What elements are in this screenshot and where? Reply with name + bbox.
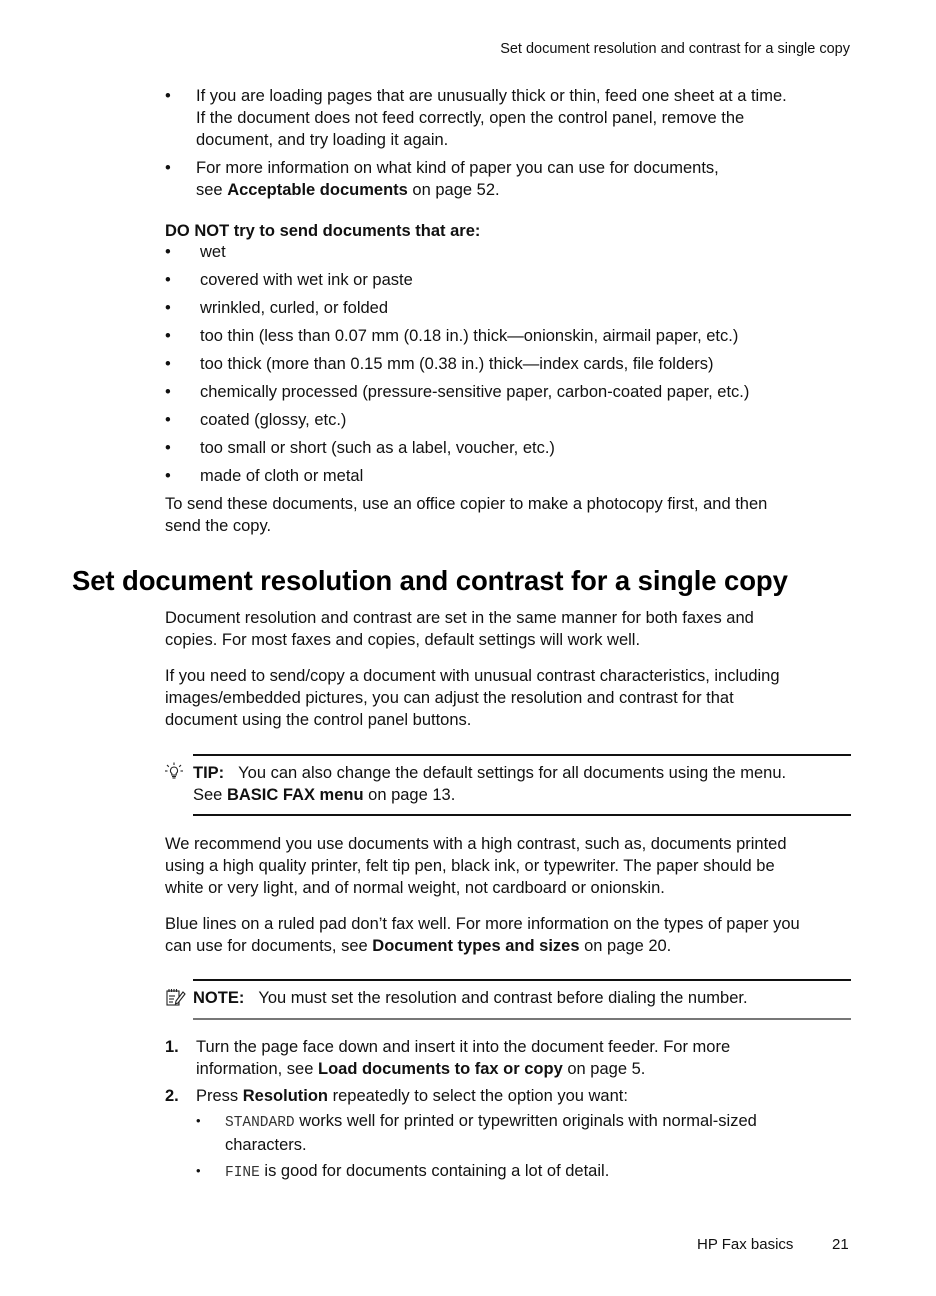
step-number: 2.: [165, 1087, 179, 1105]
running-header: Set document resolution and contrast for a single copy: [500, 41, 850, 57]
tip-label: TIP:: [193, 764, 225, 782]
note-top-rule: [193, 979, 851, 981]
list-item: • too thick (more than 0.15 mm (0.38 in.) thick—index cards, file folders): [165, 355, 714, 373]
bullet-icon: •: [165, 327, 171, 345]
option-fine: • FINE is good for documents containing a lot of detail.: [196, 1162, 610, 1181]
footer-chapter: HP Fax basics: [697, 1236, 794, 1253]
link-basic-fax-menu[interactable]: BASIC FAX menu: [226, 786, 364, 804]
bullet-icon: •: [165, 411, 171, 429]
list-item: • covered with wet ink or paste: [165, 271, 413, 289]
section-title: Set document resolution and contrast for a single copy: [72, 565, 788, 596]
list-item: • wet: [165, 243, 226, 261]
paragraph: Blue lines on a ruled pad don’t fax well. For more information on the types of paper you can use for documents, see Document types and sizes on page 20.: [165, 915, 800, 955]
list-item: • chemically processed (pressure-sensitive paper, carbon-coated paper, etc.): [165, 383, 750, 401]
note-bottom-rule: [193, 1018, 851, 1020]
paragraph: We recommend you use documents with a high contrast, such as, documents printed using a high quality printer, felt tip pen, black ink, or typewriter. The paper should be white or very light, and of normal weight, not cardboard or onionskin.: [165, 835, 787, 897]
bullet-icon: •: [165, 467, 171, 485]
do-not-heading: DO NOT try to send documents that are:: [165, 222, 481, 240]
bullet-icon: •: [165, 243, 171, 261]
link-acceptable-documents[interactable]: Acceptable documents: [227, 181, 408, 199]
note-content: NOTE: You must set the resolution and contrast before dialing the number.: [193, 989, 748, 1007]
paragraph: Document resolution and contrast are set in the same manner for both faxes and copies. For most faxes and copies, default settings will work well.: [165, 609, 754, 649]
list-item: • too thin (less than 0.07 mm (0.18 in.) thick—onionskin, airmail paper, etc.): [165, 327, 739, 345]
tip-top-rule: [193, 754, 851, 756]
tip-content: TIP: You can also change the default settings for all documents using the menu. See BASIC FAX menu on page 13.: [193, 764, 787, 804]
lightbulb-icon: [165, 762, 183, 782]
bullet-icon: •: [196, 1113, 201, 1128]
bullet-icon: •: [165, 87, 171, 105]
tip-bottom-rule: [193, 814, 851, 816]
note-pencil-icon: [166, 988, 186, 1006]
option-standard: • STANDARD works well for printed or typewritten originals with normal-sized characters.: [196, 1112, 757, 1154]
step-number: 1.: [165, 1038, 179, 1056]
link-load-documents[interactable]: Load documents to fax or copy: [317, 1060, 563, 1078]
bullet-icon: •: [196, 1163, 201, 1178]
list-item: • coated (glossy, etc.): [165, 411, 347, 429]
bullet-icon: •: [165, 271, 171, 289]
step-1: 1. Turn the page face down and insert it into the document feeder. For more information, see Load documents to fax or copy on page 5.: [165, 1038, 731, 1078]
list-item: • made of cloth or metal: [165, 467, 364, 485]
step-2: 2. Press Resolution repeatedly to select the option you want:: [165, 1087, 628, 1105]
bullet-icon: •: [165, 299, 171, 317]
paragraph: If you need to send/copy a document with unusual contrast characteristics, including images/embedded pictures, you can adjust the resolution and contrast for that document using the control panel buttons.: [165, 667, 780, 729]
list-item: • too small or short (such as a label, voucher, etc.): [165, 439, 555, 457]
resolution-button-name: Resolution: [242, 1087, 329, 1105]
bullet-icon: •: [165, 383, 171, 401]
list-item: • wrinkled, curled, or folded: [165, 299, 389, 317]
bullet-icon: •: [165, 355, 171, 373]
bullet-icon: •: [165, 159, 171, 177]
footer-page-number: 21: [832, 1236, 849, 1253]
note-label: NOTE:: [193, 989, 245, 1007]
bullet-icon: •: [165, 439, 171, 457]
option-code: STANDARD: [225, 1115, 295, 1131]
option-code: FINE: [225, 1165, 260, 1181]
do-not-closing: To send these documents, use an office copier to make a photocopy first, and then send the copy.: [165, 495, 768, 535]
link-document-types-and-sizes[interactable]: Document types and sizes: [372, 937, 580, 955]
